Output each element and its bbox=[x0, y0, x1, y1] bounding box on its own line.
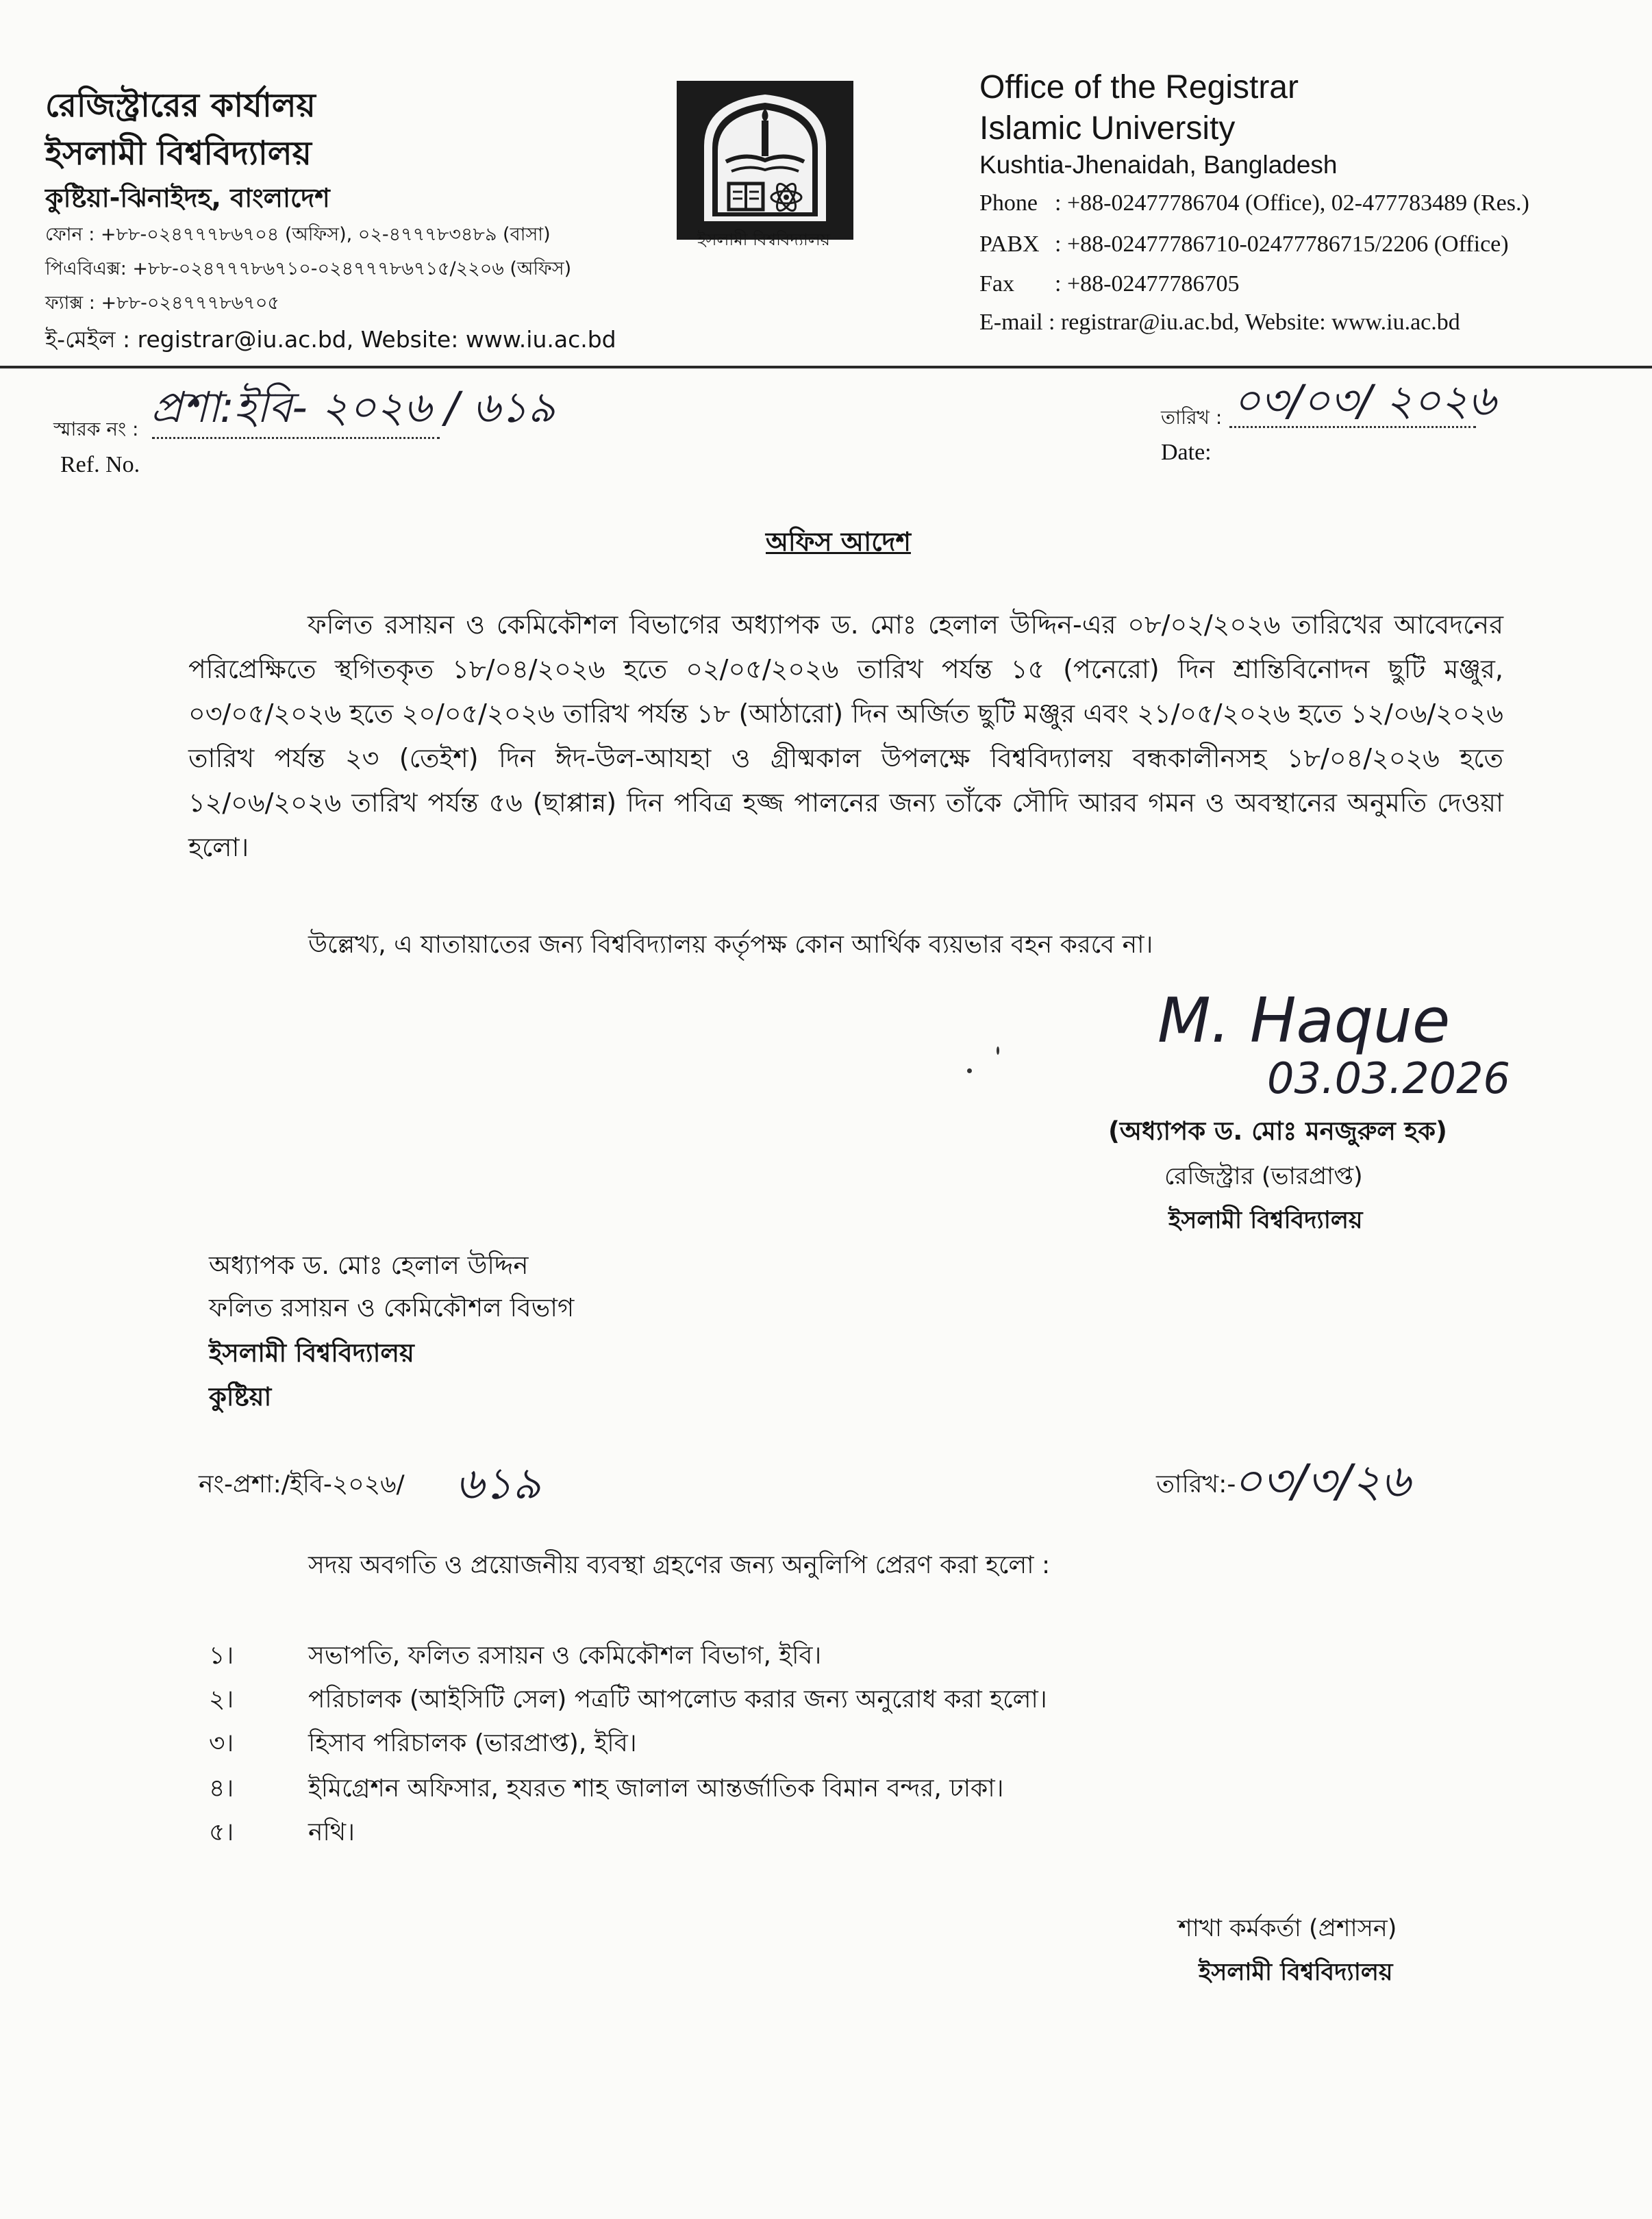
cc-item-text: হিসাব পরিচালক (ভারপ্রাপ্ত), ইবি। bbox=[308, 1729, 637, 1757]
date-label-en: Date: bbox=[1161, 440, 1212, 465]
ink-speck bbox=[997, 1046, 999, 1055]
cc-item-number: ১। bbox=[209, 1642, 234, 1670]
addressee-name: অধ্যাপক ড. মোঃ হেলাল উদ্দিন bbox=[209, 1251, 529, 1280]
cc-item-number: ৪। bbox=[209, 1775, 234, 1803]
cc-item-text: ইমিগ্রেশন অফিসার, হযরত শাহ জালাল আন্তর্জাতিক বিমান বন্দর, ঢাকা। bbox=[308, 1775, 1004, 1803]
registrar-signature: M. Haque bbox=[1157, 985, 1451, 1057]
en-pabx-label: PABX bbox=[979, 231, 1040, 257]
copy-date-handwritten: ০৩/৩/২৬ bbox=[1233, 1455, 1411, 1507]
bn-office-title: রেজিস্ট্রারের কার্যালয় bbox=[45, 86, 316, 125]
en-phone bbox=[979, 190, 1529, 216]
cc-item-text: পরিচালক (আইসিটি সেল) পত্রটি আপলোড করার জন্য অনুরোধ করা হলো। bbox=[308, 1685, 1047, 1714]
bn-university-name: ইসলামী বিশ্ববিদ্যালয় bbox=[45, 134, 312, 173]
copy-intro: সদয় অবগতি ও প্রয়োজনীয় ব্যবস্থা গ্রহণের জন্য অনুলিপি প্রেরণ করা হলো : bbox=[308, 1551, 1051, 1579]
order-body-paragraph: ফলিত রসায়ন ও কেমিকৌশল বিভাগের অধ্যাপক ড. মোঃ হেলাল উদ্দিন-এর ০৮/০২/২০২৬ তারিখের আবেদনের পরিপ্রেক্ষিতে স্থগিতকৃত ১৮/০৪/২০২৬ হতে ০২/০৫/২০২৬ তারিখ পর্যন্ত ১৫ (পনেরো) দিন শ্রান্তিবিনোদন ছুটি মঞ্জুর, ০৩/০৫/২০২৬ হতে ২০/০৫/২০২৬ তারিখ পর্যন্ত ১৮ (আঠারো) দিন অর্জিত ছুটি মঞ্জুর এবং ২১/০৫/২০২৬ হতে ১২/০৬/২০২৬ তারিখ পর্যন্ত ২৩ (তেইশ) দিন ঈদ-উল-আযহা ও গ্রীষ্মকাল উপলক্ষে বিশ্ববিদ্যালয় বন্ধকালীনসহ ১৮/০৪/২০২৬ হতে ১২/০৬/২০২৬ তারিখ পর্যন্ত ৫৬ (ছাপ্পান্ন) দিন পবিত্র হজ্জ পালনের জন্য তাঁকে সৌদি আরব গমন ও অবস্থানের অনুমতি দেওয়া হলো। bbox=[188, 610, 1503, 862]
copy-ref-label: নং-প্রশা:/ইবি-২০২৬/ bbox=[199, 1470, 405, 1499]
en-email: E-mail : registrar@iu.ac.bd, Website: www.iu.ac.bd bbox=[979, 310, 1460, 335]
addressee-department: ফলিত রসায়ন ও কেমিকৌশল বিভাগ bbox=[209, 1293, 575, 1322]
registrar-university: ইসলামী বিশ্ববিদ্যালয় bbox=[1168, 1207, 1363, 1234]
ink-speck bbox=[967, 1068, 972, 1073]
bn-fax: ফ্যাক্স : +৮৮-০২৪৭৭৭৮৬৭০৫ bbox=[45, 292, 279, 314]
addressee-university: ইসলামী বিশ্ববিদ্যালয় bbox=[209, 1338, 414, 1368]
section-officer-university: ইসলামী বিশ্ববিদ্যালয় bbox=[1199, 1959, 1393, 1986]
bn-email: ই-মেইল : registrar@iu.ac.bd, Website: www.iu.ac.bd bbox=[45, 326, 616, 353]
bn-address: কুষ্টিয়া-ঝিনাইদহ, বাংলাদেশ bbox=[45, 183, 330, 213]
bn-pabx: পিএবিএক্স: +৮৮-০২৪৭৭৭৮৬৭১০-০২৪৭৭৭৮৬৭১৫/২২০৬ (অফিস) bbox=[45, 258, 572, 279]
office-order-title: অফিস আদেশ bbox=[766, 527, 911, 557]
date-handwritten: ০৩/০৩/ ২০২৬ bbox=[1233, 375, 1496, 425]
addressee-city: কুষ্টিয়া bbox=[209, 1382, 272, 1412]
signature-date: 03.03.2026 bbox=[1267, 1053, 1510, 1103]
copy-date-label: তারিখ:- bbox=[1156, 1470, 1236, 1499]
logo-caption: ইসলামী বিশ্ববিদ্যালয় bbox=[697, 230, 830, 249]
en-phone-value: : +88-02477786704 (Office), 02-477783489 (Res.) bbox=[1055, 190, 1529, 216]
bn-phone: ফোন : +৮৮-০২৪৭৭৭৮৬৭০৪ (অফিস), ০২-৪৭৭৭৮৩৪৮৯ (বাসা) bbox=[45, 224, 551, 245]
en-university-name: Islamic University bbox=[979, 110, 1236, 147]
cc-item-number: ৫। bbox=[209, 1818, 234, 1846]
en-address: Kushtia-Jhenaidah, Bangladesh bbox=[979, 151, 1338, 179]
ref-handwritten: প্রশা:ইবি- ২০২৬ / ৬১৯ bbox=[151, 382, 555, 432]
en-fax bbox=[979, 271, 1239, 297]
cc-item-text: সভাপতি, ফলিত রসায়ন ও কেমিকৌশল বিভাগ, ইবি। bbox=[308, 1642, 822, 1670]
ref-label-bn: স্মারক নং : bbox=[53, 418, 139, 440]
section-officer-designation: শাখা কর্মকর্তা (প্রশাসন) bbox=[1178, 1915, 1397, 1942]
ref-label-en: Ref. No. bbox=[60, 452, 140, 477]
en-fax-label: Fax bbox=[979, 271, 1014, 297]
cc-item-text: নথি। bbox=[308, 1818, 355, 1846]
en-office-title: Office of the Registrar bbox=[979, 69, 1299, 105]
en-fax-value: : +88-02477786705 bbox=[1055, 271, 1240, 297]
registrar-designation: রেজিস্ট্রার (ভারপ্রাপ্ত) bbox=[1164, 1163, 1363, 1190]
registrar-name: (অধ্যাপক ড. মোঃ মনজুরুল হক) bbox=[1108, 1116, 1447, 1146]
university-seal-icon bbox=[677, 81, 853, 240]
en-pabx bbox=[979, 231, 1509, 258]
en-phone-label: Phone bbox=[979, 190, 1038, 216]
cc-item-number: ২। bbox=[209, 1685, 234, 1714]
university-logo bbox=[677, 81, 853, 240]
order-note: উল্লেখ্য, এ যাতায়াতের জন্য বিশ্ববিদ্যালয় কর্তৃপক্ষ কোন আর্থিক ব্যয়ভার বহন করবে না। bbox=[308, 931, 1153, 959]
en-pabx-value: : +88-02477786710-02477786715/2206 (Office) bbox=[1055, 231, 1509, 257]
copy-ref-handwritten: ৬১৯ bbox=[455, 1459, 541, 1509]
date-label-bn: তারিখ : bbox=[1161, 406, 1223, 429]
cc-item-number: ৩। bbox=[209, 1729, 234, 1757]
